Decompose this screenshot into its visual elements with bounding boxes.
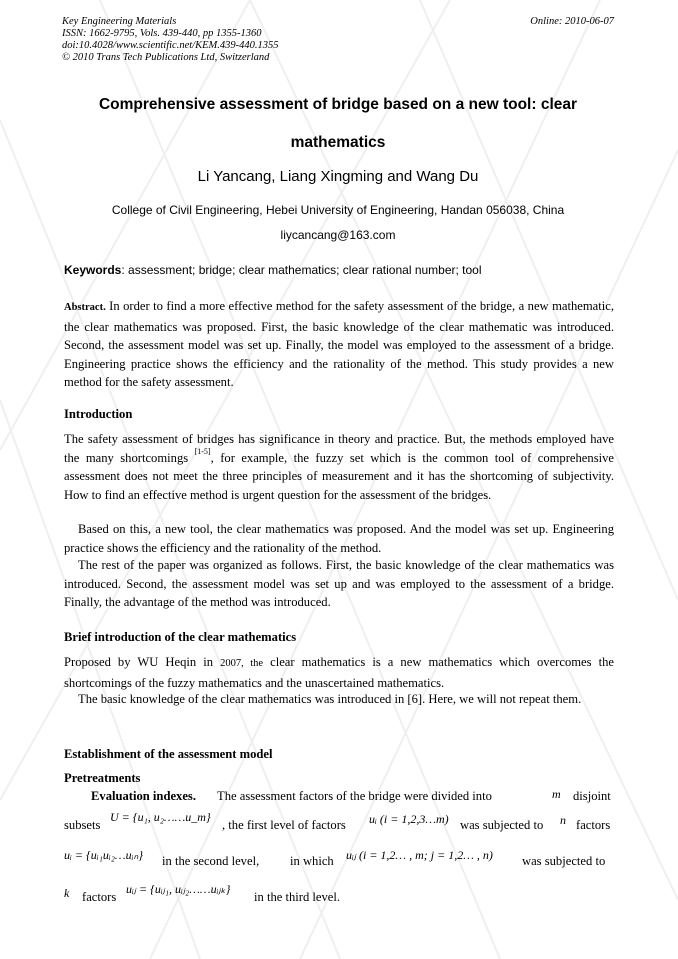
intro-paragraph-1: The safety assessment of bridges has significance in theory and practice. But, the methods employed have the many shortcomings [1-5], for example, the fuzzy set which is the common tool of comprehensive assessment does not meet the three principles of measurement and it has the shortcoming of subjectivity. How to find an effective method is urgent question for the assessment of the bridges. [64, 432, 614, 502]
section-heading-introduction: Introduction [64, 407, 133, 421]
abstract-label: Abstract. [64, 302, 106, 313]
intro-paragraph-2: Based on this, a new tool, the clear mathematics was proposed. And the model was set up. Engineering practice shows the efficiency and the rationality of the method. [64, 522, 614, 555]
section-heading-brief: Brief introduction of the clear mathematics [64, 630, 297, 644]
paper-title [62, 86, 614, 162]
journal-name: Key Engineering Materials [62, 16, 177, 27]
brief-paragraph-2: The basic knowledge of the clear mathematics was introduced in [6]. Here, we will not repeat them. [78, 692, 582, 706]
online-date: Online: 2010-06-07 [530, 16, 614, 27]
eval-line-1: Evaluation indexes. The assessment factors of the bridge were divided into m disjoint [91, 787, 611, 803]
math-uij: uᵢⱼ (i = 1,2… , m; j = 1,2… , n) [346, 848, 493, 862]
math-m: m [552, 787, 561, 801]
copyright-line: © 2010 Trans Tech Publications Ltd, Switzerland [62, 52, 270, 63]
brief-paragraph-1: Proposed by WU Heqin in 2007, the clear mathematics is a new mathematics which overcomes the shortcomings of the fuzzy mathematics and the unascertained mathematics. [64, 655, 614, 690]
eval-label: Evaluation indexes. [91, 789, 196, 803]
title-line-2: mathematics [290, 134, 386, 151]
math-ui: uᵢ (i = 1,2,3…m) [369, 812, 449, 826]
intro-paragraph-3: The rest of the paper was organized as follows. First, the basic knowledge of the clear mathematics was introduced. Second, the assessment model was set up and was employed to the assessment of a bridge. Finally, the advantage of the method was introduced. [64, 558, 614, 609]
journal-header [62, 16, 614, 64]
math-n: n [560, 813, 566, 827]
authors: Li Yancang, Liang Xingming and Wang Du [197, 168, 479, 185]
math-uij-set: uᵢⱼ = {uᵢⱼ₁, uᵢⱼ₂……uᵢⱼₖ} [126, 882, 231, 896]
affiliation: College of Civil Engineering, Hebei University of Engineering, Handan 056038, China [111, 203, 565, 217]
email: liycancang@163.com [280, 228, 396, 242]
citation: [1-5] [194, 446, 211, 456]
math-k: k [64, 886, 70, 900]
eval-line-4: k factors uᵢⱼ = {uᵢⱼ₁, uᵢⱼ₂……uᵢⱼₖ} in the third level. [64, 882, 341, 904]
issn-line: ISSN: 1662-9795, Vols. 439-440, pp 1355-1360 [62, 28, 262, 39]
doi-line: doi:10.4028/www.scientific.net/KEM.439-440.1355 [62, 40, 279, 51]
abstract-text: In order to find a more effective method for the safety assessment of the bridge, a new mathematic, the clear mathematics was proposed. First, the basic knowledge of the clear mathematic was introduced. Second, the assessment model was set up. Finally, the model was employed to the assessment of a bridge. Engineering practice shows the efficiency and the rationality of the method. This study provides a new method for the safety assessment. [64, 299, 614, 389]
keywords-label: Keywords [64, 263, 122, 277]
keywords-text: : assessment; bridge; clear mathematics; clear rational number; tool [121, 263, 482, 277]
title-line-1: Comprehensive assessment of bridge based on a new tool: clear [98, 96, 578, 113]
subsection-heading-pretreatments: Pretreatments [64, 771, 141, 785]
eval-line-3: uᵢ = {uᵢ₁uᵢ₂…uᵢₙ} in the second level, in which uᵢⱼ (i = 1,2… , m; j = 1,2… , n) was subjected to [64, 848, 606, 868]
abstract [64, 297, 614, 392]
section-heading-establishment: Establishment of the assessment model [64, 747, 273, 761]
math-ui-set: uᵢ = {uᵢ₁uᵢ₂…uᵢₙ} [64, 848, 144, 862]
math-U-set: U = {u₁, u₂……u_m} [110, 810, 211, 824]
keywords [64, 263, 616, 277]
eval-line-2: subsets U = {u₁, u₂……u_m} , the first level of factors uᵢ (i = 1,2,3…m) was subjected to n factors [64, 810, 611, 832]
